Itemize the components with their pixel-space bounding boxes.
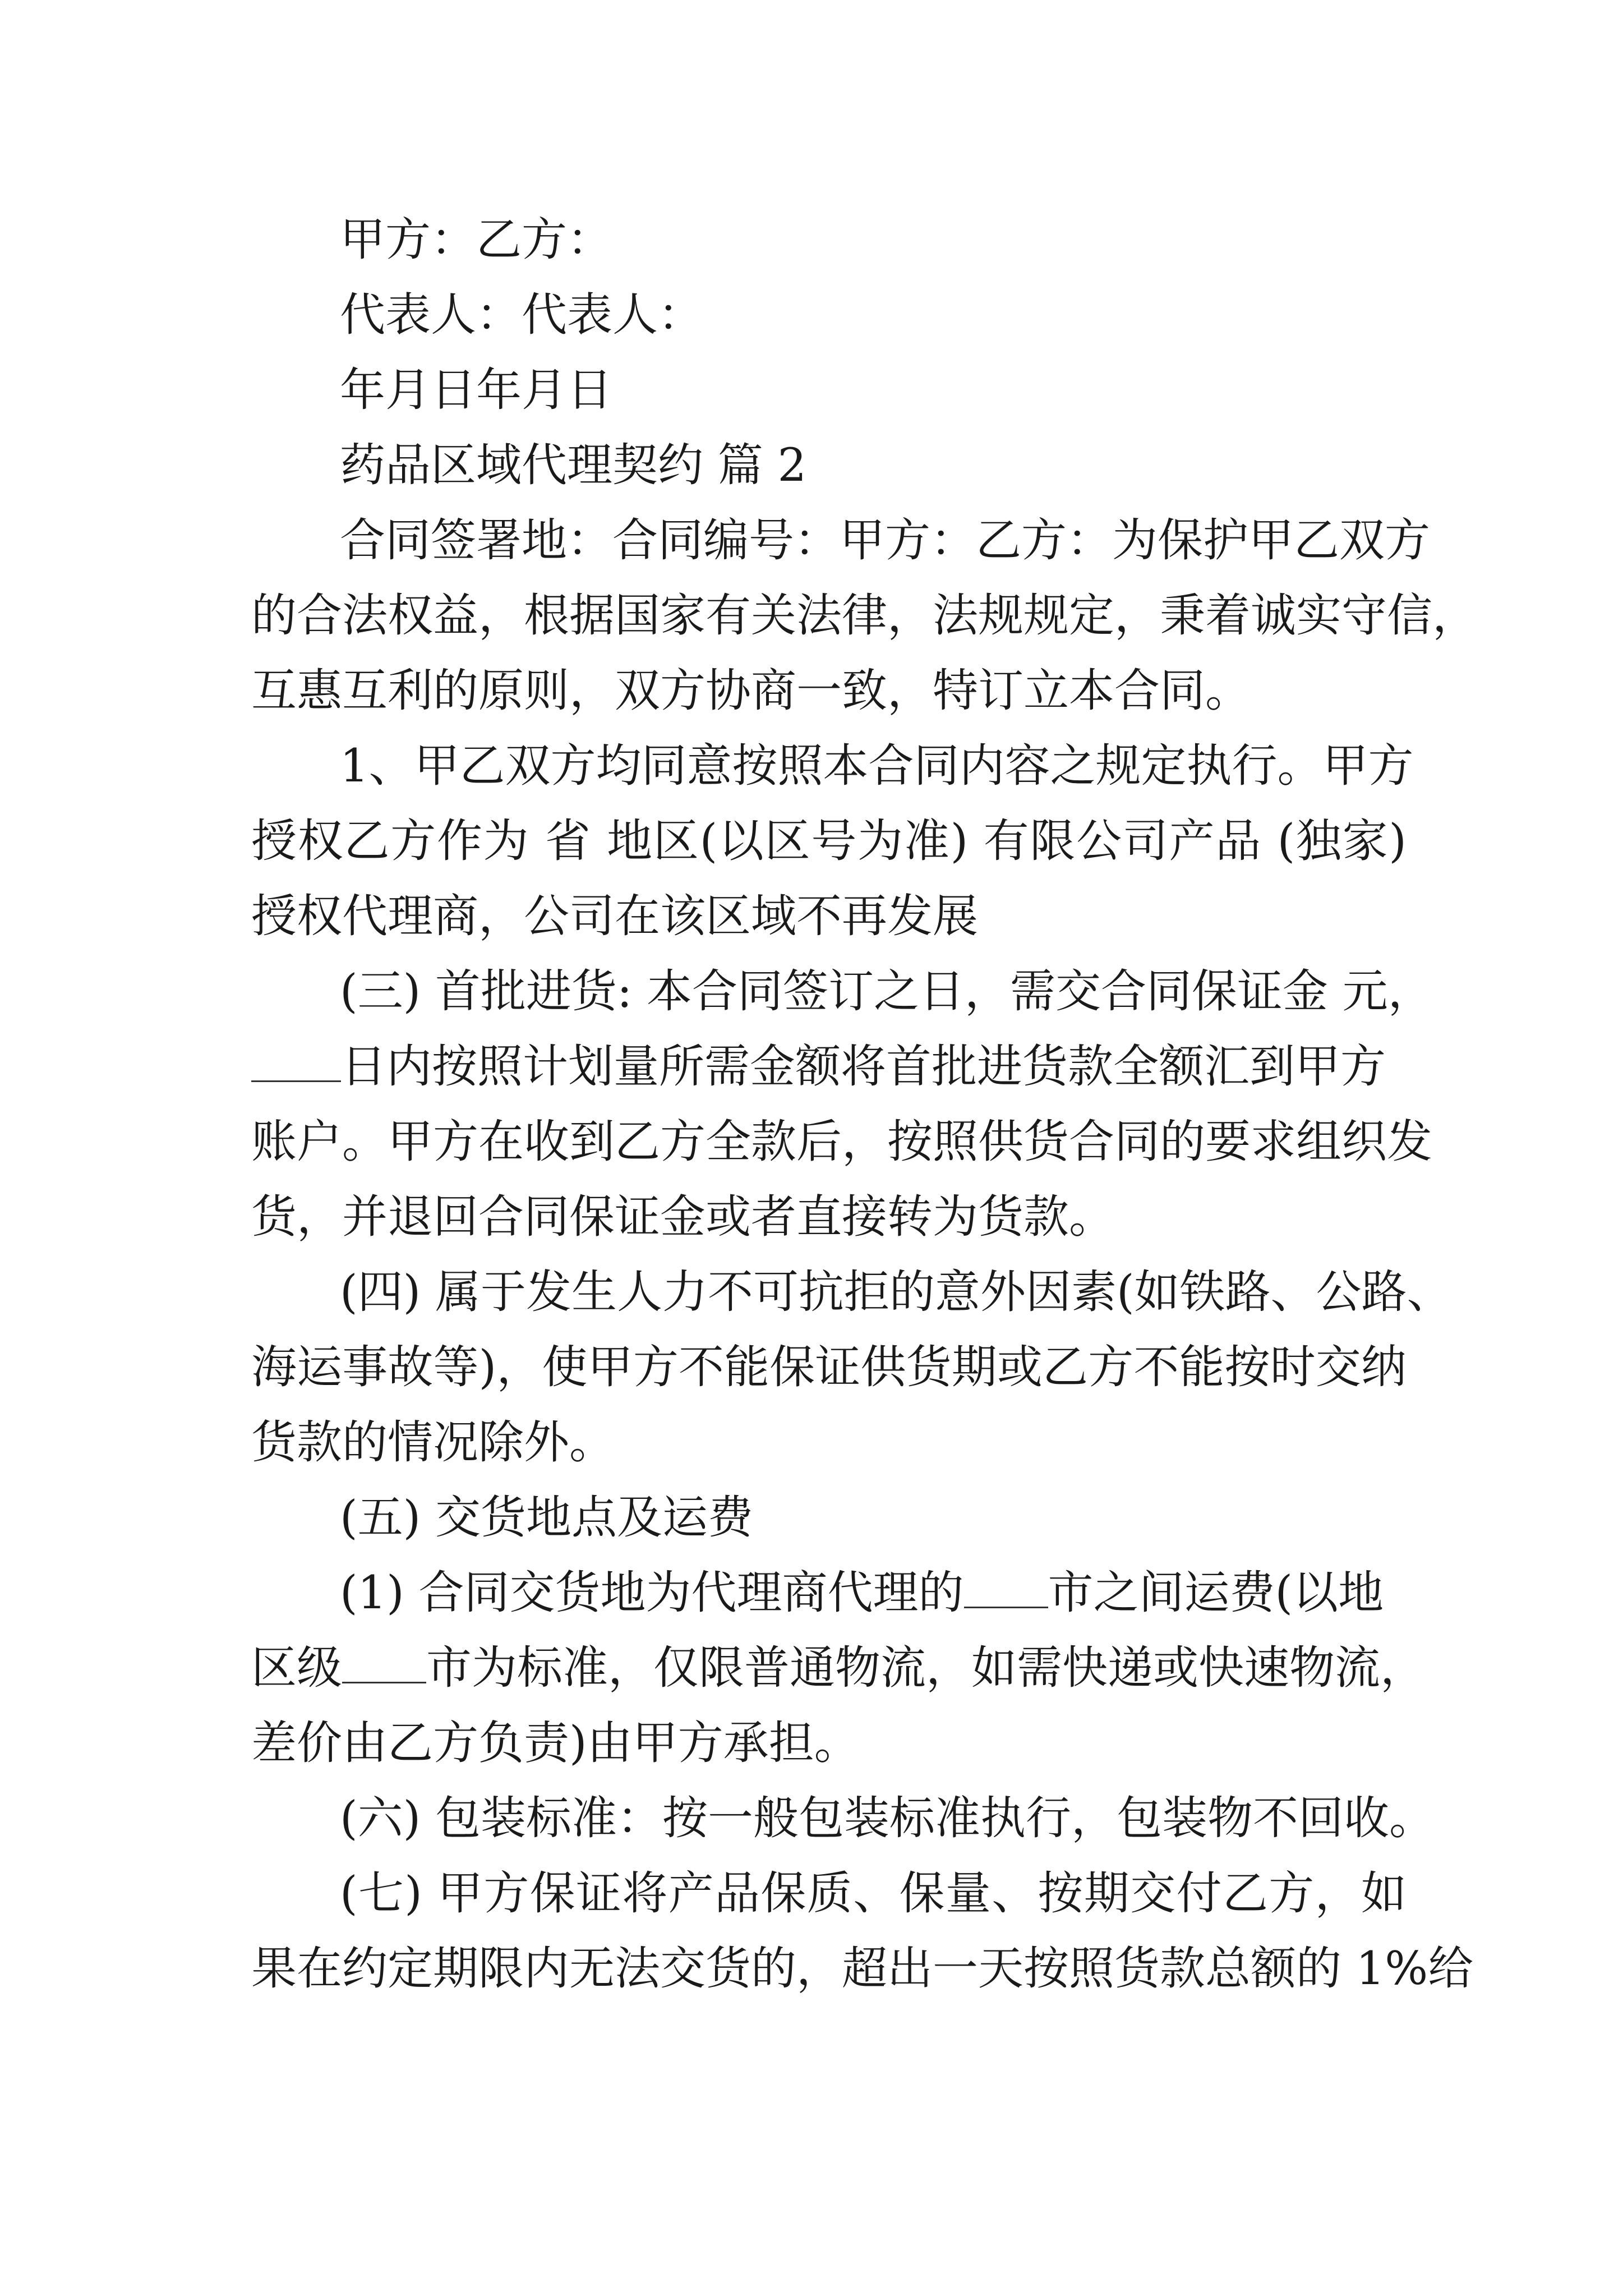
text-line: 货款的情况除外。 <box>251 1416 615 1469</box>
text-line: (七) 甲方保证将产品保质、保量、按期交付乙方，如 <box>340 1867 1407 1920</box>
text-segment: 日内按照计划量所需金额将首批进货款全额汇到甲方 <box>341 1041 1386 1093</box>
text-segment: 市之间运费(以地 <box>1048 1567 1384 1619</box>
text-segment: (1) 合同交货地为代理商代理的 <box>340 1567 964 1619</box>
text-line: 授权代理商，公司在该区域不再发展 <box>251 890 979 943</box>
text-line-with-blank <box>340 1567 1384 1619</box>
text-segment: 区级 <box>251 1642 343 1695</box>
text-line: 果在约定期限内无法交货的，超出一天按照货款总额的 1%给 <box>251 1943 1474 1995</box>
text-line: 互惠互利的原则，双方协商一致，特订立本合同。 <box>251 665 1251 717</box>
fill-in-blank <box>251 1047 341 1082</box>
fill-in-blank <box>342 1648 426 1683</box>
text-line: 的合法权益，根据国家有关法律，法规规定，秉着诚实守信， <box>251 590 1478 642</box>
text-line: 1、甲乙双方均同意按照本合同内容之规定执行。甲方 <box>340 740 1414 793</box>
text-line: (六) 包装标准：按一般包装标准执行，包装物不回收。 <box>340 1792 1435 1845</box>
text-line: 授权乙方作为 省 地区(以区号为准) 有限公司产品 (独家) <box>251 815 1407 868</box>
text-line: 差价由乙方负责)由甲方承担。 <box>251 1717 860 1770</box>
text-line: 海运事故等)，使甲方不能保证供货期或乙方不能按时交纳 <box>251 1341 1407 1394</box>
text-line-with-blank <box>251 1041 1386 1093</box>
text-line: 合同签署地：合同编号：甲方：乙方：为保护甲乙双方 <box>340 514 1431 567</box>
text-line: 年月日年月日 <box>340 364 613 417</box>
text-line: (四) 属于发生人力不可抗拒的意外因素(如铁路、公路、 <box>340 1266 1453 1319</box>
text-line: 货，并退回合同保证金或者直接转为货款。 <box>251 1191 1115 1244</box>
text-line: 代表人：代表人： <box>340 289 704 342</box>
text-line: 账户。甲方在收到乙方全款后，按照供货合同的要求组织发 <box>251 1116 1433 1168</box>
text-line-with-blank <box>251 1642 1426 1695</box>
fill-in-blank <box>964 1573 1048 1608</box>
text-line: (五) 交货地点及运费 <box>340 1492 753 1544</box>
section-heading: 药品区域代理契约 篇 2 <box>340 439 807 492</box>
text-line: 甲方：乙方： <box>340 214 613 266</box>
text-segment: 市为标准，仅限普通物流，如需快递或快速物流， <box>426 1642 1426 1695</box>
text-line: (三) 首批进货: 本合同签订之日，需交合同保证金 元， <box>340 965 1433 1018</box>
